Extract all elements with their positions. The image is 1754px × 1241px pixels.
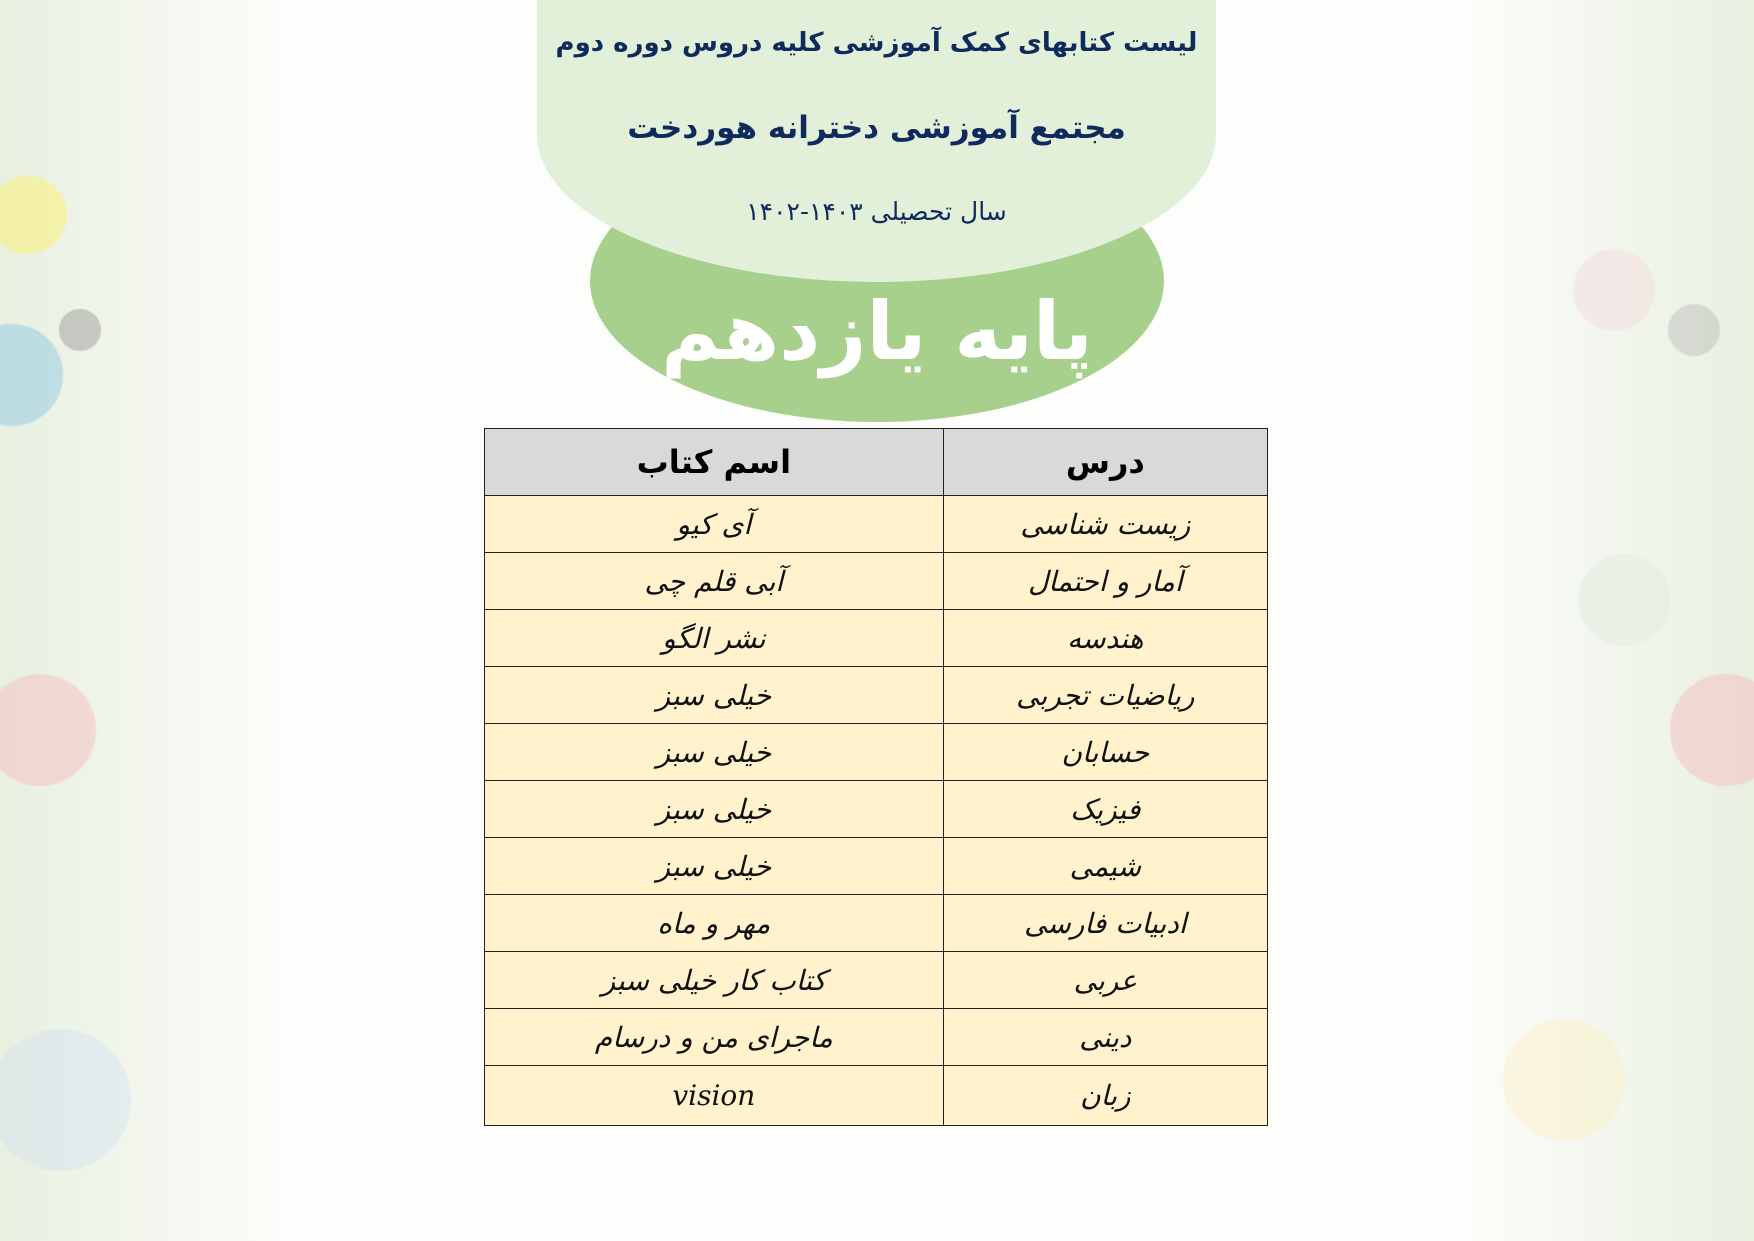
table-row	[485, 496, 1268, 553]
book-cell: آبی قلم چی	[485, 553, 944, 610]
book-cell: آی کیو	[485, 496, 944, 553]
table-row	[485, 667, 1268, 724]
table-row	[485, 1066, 1268, 1126]
table-row	[485, 724, 1268, 781]
subject-cell: هندسه	[943, 610, 1267, 667]
header-subject: درس	[943, 429, 1267, 496]
subject-cell: شیمی	[943, 838, 1267, 895]
subject-cell: فیزیک	[943, 781, 1267, 838]
floral-border-left	[0, 0, 290, 1241]
table-row	[485, 952, 1268, 1009]
book-cell: مهر و ماه	[485, 895, 944, 952]
header-book-name: اسم کتاب	[485, 429, 944, 496]
subject-cell: ادبیات فارسی	[943, 895, 1267, 952]
table-row	[485, 610, 1268, 667]
book-cell: خیلی سبز	[485, 781, 944, 838]
table-row	[485, 1009, 1268, 1066]
academic-year: سال تحصیلی ۱۴۰۳-۱۴۰۲	[746, 197, 1007, 226]
subject-cell: حسابان	[943, 724, 1267, 781]
floral-border-right	[1464, 0, 1754, 1241]
list-title: لیست کتابهای کمک آموزشی کلیه دروس دوره دوم	[555, 28, 1198, 58]
subject-cell: زیست شناسی	[943, 496, 1267, 553]
book-cell: نشر الگو	[485, 610, 944, 667]
subject-cell: ریاضیات تجربی	[943, 667, 1267, 724]
table-row	[485, 553, 1268, 610]
book-list-table	[484, 428, 1268, 1126]
book-cell: خیلی سبز	[485, 838, 944, 895]
grade-title: پایه یازدهم	[661, 285, 1093, 378]
subject-cell: زبان	[943, 1066, 1267, 1126]
table-header-row	[485, 429, 1268, 496]
subject-cell: دینی	[943, 1009, 1267, 1066]
subject-cell: آمار و احتمال	[943, 553, 1267, 610]
book-cell: خیلی سبز	[485, 724, 944, 781]
table-row	[485, 838, 1268, 895]
school-name: مجتمع آموزشی دخترانه هوردخت	[627, 110, 1126, 146]
book-cell: خیلی سبز	[485, 667, 944, 724]
book-cell: ماجرای من و درسام	[485, 1009, 944, 1066]
table-row	[485, 895, 1268, 952]
book-cell: کتاب کار خیلی سبز	[485, 952, 944, 1009]
book-cell: vision	[485, 1066, 944, 1126]
subject-cell: عربی	[943, 952, 1267, 1009]
table-row	[485, 781, 1268, 838]
